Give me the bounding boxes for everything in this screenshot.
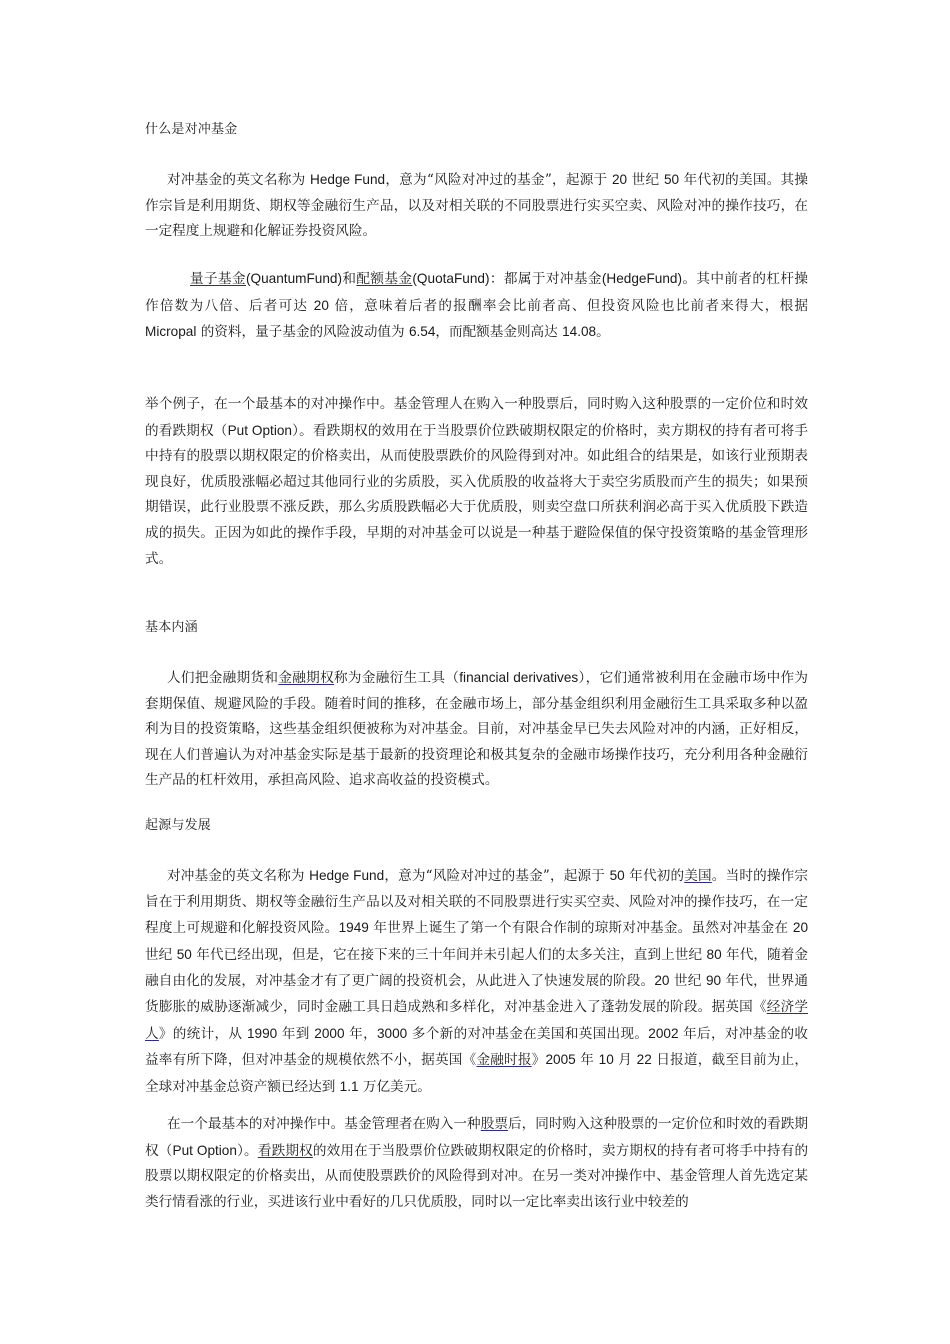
text-run: 20 [654,973,670,989]
text-run: 称为金融衍生工具（ [334,670,460,686]
hyperlink[interactable]: 经济学人 [145,998,809,1042]
text-run: 倍，意味着后者的报酬率会比前者高、但投资风险也比前者来得大，根据 [328,297,808,314]
text-run: 50 [609,868,625,883]
paragraph-example [145,392,808,572]
text-run: 1990 [246,1025,278,1041]
text-run: 年到 [277,1025,315,1042]
text-run: (QuantumFund) [246,271,342,286]
text-run: 》的统计，从 [158,1025,247,1042]
paragraph-quantum-quota-funds [145,266,808,346]
text-run: 80 [706,946,722,962]
hyperlink[interactable]: 看跌期权 [257,1142,313,1159]
text-run: 1949 [338,920,369,936]
text-run: 14.08 [562,324,597,340]
text-run: 20 [611,172,628,187]
text-run: 1.1 [339,1078,359,1094]
hyperlink[interactable]: 量子基金 [190,271,247,287]
text-run: 。当时的操作宗旨在于利用期货、期权等金融衍生产品以及对相关联的不同股票进行实买空卖、风险对冲的操作技巧，在一定程度上可规避和化解投资风险。 [145,868,808,937]
text-run: 50 [663,172,680,187]
text-run: 人们把金融期货和 [167,670,279,686]
hyperlink[interactable]: 配额基金 [356,271,413,287]
text-run: 世纪 [627,172,664,188]
text-run: 万亿美元。 [358,1078,431,1095]
text-run: 世纪 [669,973,706,990]
text-run: 3000 [377,1025,408,1041]
text-run: 的效用在于当股票价位跌破期权限定的价格时，卖方期权的持有者可将手中持有的股票以期权限定的价格卖出，从而使股票跌价的风险得到对冲。在另一类对冲操作中、基金管理人首先选定某类行情看涨的行业，买进该行业中看好的几只优质股，同时以一定比率卖出该行业中较差的 [145,1142,809,1210]
text-run: 日报道，截至目前为止，全球对冲基金总资产额已经达到 [145,1052,809,1095]
text-run: 月 [613,1052,637,1069]
text-run: 2000 [314,1025,345,1041]
text-run: (QuotaFund) [412,271,490,286]
text-run: 后，同时购入这种股票的一定价位和时效的看跌期权（ [145,1116,809,1159]
text-run: 》 [531,1052,546,1069]
text-run: ，而配额基金则高达 [435,324,563,341]
text-run: 10 [598,1052,614,1068]
paragraph-basic-meaning [145,665,808,794]
text-run: Hedge Fund [310,172,386,187]
text-run: Hedge Fund [309,868,385,883]
text-run: 。 [596,324,610,341]
section-heading-origin-development: 起源与发展 [145,818,212,833]
text-run: 6.54 [408,324,436,340]
text-run: Put Option [227,422,292,438]
text-run: 年世界上诞生了第一个有限合作制的琼斯对冲基金。虽然对冲基金在 [368,920,793,937]
hyperlink[interactable]: 金融期权 [278,670,335,686]
text-run: ）。看跌期权的效用在于当股票价位跌破期权限定的价格时，卖方期权的持有者可将手中持有的股票以期权限定的价格卖出，从而使股票跌价的风险得到对冲。如此组合的结果是，如该行业预期表现良好，优质股涨幅必超过其他同行业的劣质股，买入优质股的收益将大于卖空劣质股而产生的损失；如果预期错误，此行业股票不涨反跌，那么劣质股跌幅必大于优质股，则卖空盘口所获利润必高于买入优质股下跌造成的损失。正因为如此的操作手段，早期的对冲基金可以说是一种基于避险保值的保守投资策略的基金管理形式。 [145,422,809,567]
text-run: 年后，对冲基金的收益率有所下降，但对冲基金的规模依然不小，据英国《 [145,1025,808,1069]
hyperlink[interactable]: 金融时报 [476,1052,532,1069]
section-heading-basic-meaning: 基本内涵 [145,620,198,635]
hyperlink[interactable]: 美国 [684,868,712,884]
text-run: ，意为“风险对冲过的基金”，起源于 [385,172,612,188]
text-run: 举个例子，在一个最基本的对冲操作中。基金管理人在购入一种股票后，同时购入这种股票的一定价位和时效的看跌期权（ [145,396,808,439]
text-run: Put Option [172,1142,237,1158]
text-run: 年代已经出现，但是，它在接下来的三十年间并未引起人们的太多关注，直到上世纪 [191,946,707,963]
text-run: ），它们通常被利用在金融市场中作为套期保值、规避风险的手段。随着时间的推移，在金融市场上，部分基金组织利用金融衍生工具采取多种以盈利为目的投资策略，这些基金组织便被称为对冲基金。目前，对冲基金早已失去风险对冲的内涵，正好相反，现在人们普遍认为对冲基金实际是基于最新的投资理论和极其复杂的金融市场操作技巧，充分利用各种金融衍生产品的杠杆效用，承担高风险、追求高收益的投资模式。 [145,670,809,789]
text-run: 在一个最基本的对冲操作中。基金管理者在购入一种 [167,1116,481,1132]
text-run: 20 [313,297,329,313]
text-run: ，意为“风险对冲过的基金”，起源于 [384,868,610,884]
text-run: 对冲基金的英文名称为 [167,868,310,884]
text-run: 年 [575,1052,599,1069]
paragraph-basic-operation [145,1112,808,1215]
text-run: 年代，随着金融自由化的发展，对冲基金才有了更广阔的投资机会，从此进入了快速发展的阶段。 [145,946,809,990]
hyperlink[interactable]: 股票 [480,1116,508,1132]
text-run: 年， [344,1025,377,1042]
text-run: ：都属于对冲基金 [489,271,602,287]
text-run: (HedgeFund) [601,271,683,286]
text-run: 和 [341,271,357,287]
text-run: ）。 [236,1142,258,1159]
paragraph-origin [145,863,808,1100]
text-run: 世纪 [145,946,177,963]
text-run: 2002 [648,1025,679,1041]
text-run: 22 [636,1052,652,1068]
text-run: 年代初的美国。其操作宗旨是利用期货、期权等金融衍生产品，以及对相关联的不同股票进行实买空卖、风险对冲的操作技巧，在一定程度上规避和化解证券投资风险。 [145,172,808,240]
text-run: 90 [705,973,722,989]
text-run: 多个新的对冲基金在美国和英国出现。 [407,1025,649,1042]
section-heading-what-is-hedge-fund: 什么是对冲基金 [145,122,238,137]
text-run: 20 [792,920,809,936]
text-run: 年代初的 [624,868,685,884]
text-run: 2005 [545,1052,576,1068]
text-run: 的资料，量子基金的风险波动值为 [196,324,409,341]
text-run: 。其中前者的杠杆操作倍数为八倍、后者可达 [145,271,809,314]
text-run: financial derivatives [459,670,579,685]
text-run: 50 [176,946,192,962]
text-run: 年代，世界通货膨胀的威胁逐渐减少，同时金融工具日趋成熟和多样化，对冲基金进入了蓬勃发展的阶段。据英国《 [145,973,808,1015]
text-run: Micropal [145,324,197,340]
text-run: 对冲基金的英文名称为 [167,172,311,188]
paragraph-definition [145,167,808,245]
